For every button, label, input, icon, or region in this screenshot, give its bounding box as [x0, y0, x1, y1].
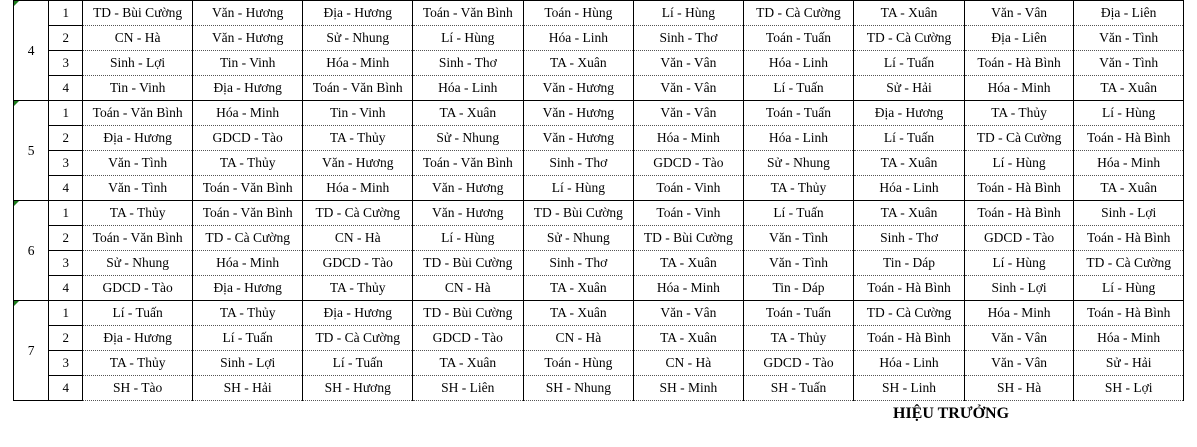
lesson-cell: CN - Hà [413, 276, 524, 301]
lesson-cell: TA - Xuân [634, 326, 744, 351]
table-row [14, 101, 1184, 126]
lesson-cell: TA - Thủy [964, 101, 1074, 126]
lesson-cell: Sinh - Thơ [634, 26, 744, 51]
period-cell: 4 [49, 76, 83, 101]
lesson-cell: Văn - Hương [192, 26, 303, 51]
lesson-cell: TD - Cà Cường [303, 326, 413, 351]
lesson-cell: Sử - Nhung [413, 126, 524, 151]
lesson-cell: TA - Xuân [523, 301, 634, 326]
lesson-cell: Văn - Hương [413, 176, 524, 201]
lesson-cell: Toán - Tuấn [743, 101, 854, 126]
lesson-cell: Sinh - Lợi [964, 276, 1074, 301]
lesson-cell: Toán - Văn Bình [303, 76, 413, 101]
lesson-cell: Địa - Hương [854, 101, 965, 126]
day-label: 6 [27, 242, 35, 258]
lesson-cell: Hóa - Minh [964, 301, 1074, 326]
lesson-cell: TA - Thủy [303, 126, 413, 151]
timetable [13, 0, 1184, 401]
lesson-cell: Tin - Vinh [192, 51, 303, 76]
lesson-cell: Văn - Vân [964, 1, 1074, 26]
lesson-cell: CN - Hà [303, 226, 413, 251]
period-cell: 2 [49, 326, 83, 351]
lesson-cell: Văn - Vân [634, 101, 744, 126]
lesson-cell: Lí - Hùng [634, 1, 744, 26]
table-row [14, 26, 1184, 51]
period-cell: 2 [49, 226, 83, 251]
lesson-cell: Văn - Hương [523, 76, 634, 101]
lesson-cell: Địa - Liên [964, 26, 1074, 51]
lesson-cell: Lí - Tuấn [854, 51, 965, 76]
lesson-cell: Văn - Hương [192, 1, 303, 26]
lesson-cell: Văn - Vân [634, 76, 744, 101]
lesson-cell: CN - Hà [83, 26, 193, 51]
lesson-cell: Tin - Dáp [743, 276, 854, 301]
lesson-cell: TD - Bùi Cường [413, 301, 524, 326]
lesson-cell: Hóa - Minh [634, 126, 744, 151]
lesson-cell: Tin - Vinh [303, 101, 413, 126]
lesson-cell: GDCD - Tào [634, 151, 744, 176]
lesson-cell: TA - Thủy [192, 301, 303, 326]
lesson-cell: Hóa - Minh [1074, 151, 1184, 176]
period-cell: 3 [49, 251, 83, 276]
lesson-cell: GDCD - Tào [964, 226, 1074, 251]
lesson-cell: Hóa - Minh [303, 176, 413, 201]
day-cell [14, 101, 49, 201]
period-cell: 3 [49, 151, 83, 176]
lesson-cell: TA - Xuân [413, 351, 524, 376]
lesson-cell: TA - Thủy [743, 326, 854, 351]
lesson-cell: Lí - Hùng [523, 176, 634, 201]
lesson-cell: Văn - Tình [743, 251, 854, 276]
table-row [14, 251, 1184, 276]
lesson-cell: Sử - Nhung [523, 226, 634, 251]
lesson-cell: TA - Xuân [413, 101, 524, 126]
lesson-cell: SH - Tuấn [743, 376, 854, 401]
lesson-cell: SH - Lợi [1074, 376, 1184, 401]
lesson-cell: Sinh - Lợi [192, 351, 303, 376]
lesson-cell: Địa - Liên [1074, 1, 1184, 26]
lesson-cell: Sinh - Thơ [413, 51, 524, 76]
lesson-cell: Toán - Văn Bình [83, 226, 193, 251]
lesson-cell: TD - Bùi Cường [634, 226, 744, 251]
lesson-cell: Hóa - Minh [964, 76, 1074, 101]
lesson-cell: Hóa - Linh [743, 126, 854, 151]
table-row [14, 351, 1184, 376]
lesson-cell: Toán - Tuấn [743, 26, 854, 51]
lesson-cell: Văn - Tình [83, 151, 193, 176]
lesson-cell: Toán - Hùng [523, 1, 634, 26]
lesson-cell: Toán - Tuấn [743, 301, 854, 326]
lesson-cell: Văn - Vân [964, 326, 1074, 351]
lesson-cell: SH - Tào [83, 376, 193, 401]
lesson-cell: TD - Bùi Cường [523, 201, 634, 226]
lesson-cell: Sinh - Thơ [523, 151, 634, 176]
lesson-cell: Sử - Hải [1074, 351, 1184, 376]
lesson-cell: Văn - Hương [523, 126, 634, 151]
lesson-cell: Lí - Hùng [1074, 276, 1184, 301]
period-cell: 1 [49, 1, 83, 26]
lesson-cell: TD - Bùi Cường [83, 1, 193, 26]
lesson-cell: Sinh - Lợi [83, 51, 193, 76]
table-row [14, 76, 1184, 101]
lesson-cell: Toán - Hà Bình [854, 276, 965, 301]
lesson-cell: TA - Xuân [1074, 76, 1184, 101]
day-label: 4 [27, 42, 35, 58]
corner-mark-icon [14, 201, 19, 206]
corner-mark-icon [14, 301, 19, 306]
lesson-cell: Lí - Hùng [413, 26, 524, 51]
lesson-cell: Tin - Dáp [854, 251, 965, 276]
lesson-cell: Toán - Văn Bình [413, 1, 524, 26]
lesson-cell: Văn - Vân [634, 51, 744, 76]
lesson-cell: Hóa - Minh [1074, 326, 1184, 351]
lesson-cell: Hóa - Linh [854, 351, 965, 376]
lesson-cell: TD - Bùi Cường [413, 251, 524, 276]
lesson-cell: Toán - Hà Bình [854, 326, 965, 351]
lesson-cell: TD - Cà Cường [303, 201, 413, 226]
table-row [14, 226, 1184, 251]
day-cell [14, 1, 49, 101]
lesson-cell: Toán - Văn Bình [192, 201, 303, 226]
lesson-cell: Địa - Hương [192, 276, 303, 301]
lesson-cell: Văn - Tình [1074, 26, 1184, 51]
day-label: 5 [27, 142, 35, 158]
lesson-cell: TD - Cà Cường [743, 1, 854, 26]
lesson-cell: SH - Nhung [523, 376, 634, 401]
lesson-cell: Hóa - Minh [192, 101, 303, 126]
lesson-cell: TA - Xuân [854, 201, 965, 226]
lesson-cell: Toán - Hùng [523, 351, 634, 376]
lesson-cell: Hóa - Linh [413, 76, 524, 101]
lesson-cell: SH - Liên [413, 376, 524, 401]
lesson-cell: TA - Xuân [854, 151, 965, 176]
day-cell [14, 201, 49, 301]
lesson-cell: CN - Hà [523, 326, 634, 351]
lesson-cell: Sinh - Thơ [523, 251, 634, 276]
lesson-cell: Văn - Tình [1074, 51, 1184, 76]
lesson-cell: TD - Cà Cường [854, 26, 965, 51]
period-cell: 4 [49, 276, 83, 301]
lesson-cell: TA - Xuân [523, 51, 634, 76]
lesson-cell: SH - Minh [634, 376, 744, 401]
lesson-cell: Toán - Hà Bình [1074, 301, 1184, 326]
table-row [14, 51, 1184, 76]
lesson-cell: TA - Thủy [83, 351, 193, 376]
lesson-cell: Văn - Vân [964, 351, 1074, 376]
period-cell: 3 [49, 51, 83, 76]
corner-mark-icon [14, 101, 19, 106]
lesson-cell: Hóa - Linh [743, 51, 854, 76]
lesson-cell: GDCD - Tào [83, 276, 193, 301]
lesson-cell: Toán - Văn Bình [83, 101, 193, 126]
lesson-cell: Toán - Vinh [634, 201, 744, 226]
table-row [14, 326, 1184, 351]
lesson-cell: Văn - Tình [83, 176, 193, 201]
table-row [14, 1, 1184, 26]
lesson-cell: Sử - Nhung [83, 251, 193, 276]
lesson-cell: Toán - Văn Bình [192, 176, 303, 201]
lesson-cell: Toán - Hà Bình [1074, 126, 1184, 151]
lesson-cell: TA - Thủy [83, 201, 193, 226]
lesson-cell: Toán - Hà Bình [964, 176, 1074, 201]
lesson-cell: Hóa - Minh [634, 276, 744, 301]
lesson-cell: Địa - Hương [303, 1, 413, 26]
lesson-cell: Toán - Văn Bình [413, 151, 524, 176]
lesson-cell: Văn - Tình [743, 226, 854, 251]
lesson-cell: Văn - Hương [303, 151, 413, 176]
lesson-cell: Lí - Tuấn [854, 126, 965, 151]
lesson-cell: Văn - Hương [413, 201, 524, 226]
lesson-cell: Hóa - Linh [523, 26, 634, 51]
lesson-cell: SH - Linh [854, 376, 965, 401]
lesson-cell: Toán - Vinh [634, 176, 744, 201]
table-row [14, 176, 1184, 201]
period-cell: 4 [49, 376, 83, 401]
lesson-cell: Văn - Hương [523, 101, 634, 126]
lesson-cell: Hóa - Linh [854, 176, 965, 201]
table-row [14, 201, 1184, 226]
lesson-cell: Địa - Hương [83, 326, 193, 351]
lesson-cell: Lí - Tuấn [743, 76, 854, 101]
lesson-cell: TD - Cà Cường [854, 301, 965, 326]
lesson-cell: GDCD - Tào [303, 251, 413, 276]
lesson-cell: Toán - Hà Bình [964, 51, 1074, 76]
lesson-cell: TA - Thủy [303, 276, 413, 301]
lesson-cell: Sinh - Thơ [854, 226, 965, 251]
lesson-cell: TA - Xuân [1074, 176, 1184, 201]
lesson-cell: SH - Hà [964, 376, 1074, 401]
table-row [14, 301, 1184, 326]
lesson-cell: GDCD - Tào [743, 351, 854, 376]
lesson-cell: Hóa - Minh [303, 51, 413, 76]
lesson-cell: Sinh - Lợi [1074, 201, 1184, 226]
lesson-cell: Lí - Tuấn [743, 201, 854, 226]
lesson-cell: Lí - Hùng [413, 226, 524, 251]
lesson-cell: Tin - Vinh [83, 76, 193, 101]
lesson-cell: Lí - Tuấn [192, 326, 303, 351]
lesson-cell: Lí - Tuấn [303, 351, 413, 376]
lesson-cell: Sử - Hải [854, 76, 965, 101]
lesson-cell: CN - Hà [634, 351, 744, 376]
day-label: 7 [27, 342, 35, 358]
lesson-cell: Lí - Hùng [964, 151, 1074, 176]
day-cell [14, 301, 49, 401]
lesson-cell: TA - Xuân [523, 276, 634, 301]
period-cell: 2 [49, 126, 83, 151]
lesson-cell: Sử - Nhung [303, 26, 413, 51]
lesson-cell: Địa - Hương [192, 76, 303, 101]
lesson-cell: TD - Cà Cường [964, 126, 1074, 151]
period-cell: 3 [49, 351, 83, 376]
lesson-cell: Lí - Hùng [1074, 101, 1184, 126]
lesson-cell: Lí - Tuấn [83, 301, 193, 326]
period-cell: 2 [49, 26, 83, 51]
lesson-cell: TD - Cà Cường [1074, 251, 1184, 276]
table-row [14, 126, 1184, 151]
lesson-cell: SH - Hải [192, 376, 303, 401]
lesson-cell: SH - Hương [303, 376, 413, 401]
principal-signature-label: HIỆU TRƯỞNG [893, 405, 1010, 422]
table-row [14, 376, 1184, 401]
lesson-cell: TD - Cà Cường [192, 226, 303, 251]
lesson-cell: Địa - Hương [303, 301, 413, 326]
table-row [14, 151, 1184, 176]
lesson-cell: TA - Thủy [192, 151, 303, 176]
lesson-cell: TA - Xuân [634, 251, 744, 276]
period-cell: 1 [49, 301, 83, 326]
lesson-cell: Văn - Vân [634, 301, 744, 326]
period-cell: 1 [49, 201, 83, 226]
table-row [14, 276, 1184, 301]
lesson-cell: Hóa - Minh [192, 251, 303, 276]
lesson-cell: TA - Xuân [854, 1, 965, 26]
period-cell: 4 [49, 176, 83, 201]
lesson-cell: Địa - Hương [83, 126, 193, 151]
lesson-cell: Toán - Hà Bình [964, 201, 1074, 226]
lesson-cell: Toán - Hà Bình [1074, 226, 1184, 251]
lesson-cell: Sử - Nhung [743, 151, 854, 176]
lesson-cell: Lí - Hùng [964, 251, 1074, 276]
period-cell: 1 [49, 101, 83, 126]
lesson-cell: GDCD - Tào [413, 326, 524, 351]
lesson-cell: GDCD - Tào [192, 126, 303, 151]
corner-mark-icon [14, 1, 19, 6]
lesson-cell: TA - Thủy [743, 176, 854, 201]
